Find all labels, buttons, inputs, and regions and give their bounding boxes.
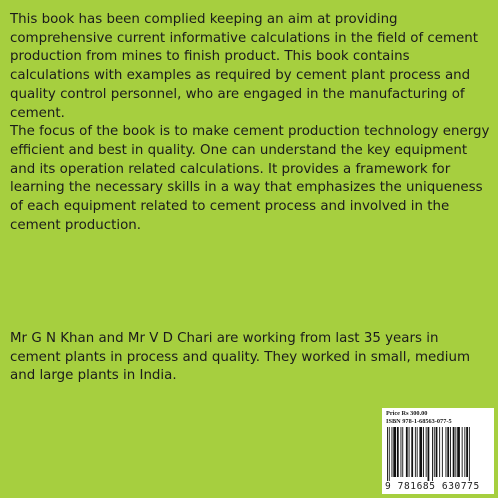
author-bio: Mr G N Khan and Mr V D Chari are working from last 35 years in cement plants in process and quality. They worked in small, medium and large plants in India. [10, 331, 470, 384]
isbn-label: ISBN 978-1-68563-077-5 [386, 418, 452, 425]
price-label: Price Rs 300.00 [386, 410, 428, 417]
book-description [10, 11, 492, 235]
barcode-bars [386, 427, 490, 481]
barcode-digits: 9 781685 630775 [385, 481, 480, 492]
barcode-box [382, 408, 494, 494]
description-paragraph-2: The focus of the book is to make cement production technology energy efficient and best in quality. One can understand the key equipment and its operation related calculations. It provides a framework for learning the necessary skills in a way that emphasizes the uniqueness of each equipment related to cement process and involved in the cement production. [10, 124, 490, 233]
description-paragraph-1: This book has been complied keeping an aim at providing comprehensive current informative calculations in the field of cement production from mines to finish product. This book contains calculations with examples as required by cement plant process and quality control personnel, who are engaged in the manufacturing of cement. [10, 12, 479, 121]
